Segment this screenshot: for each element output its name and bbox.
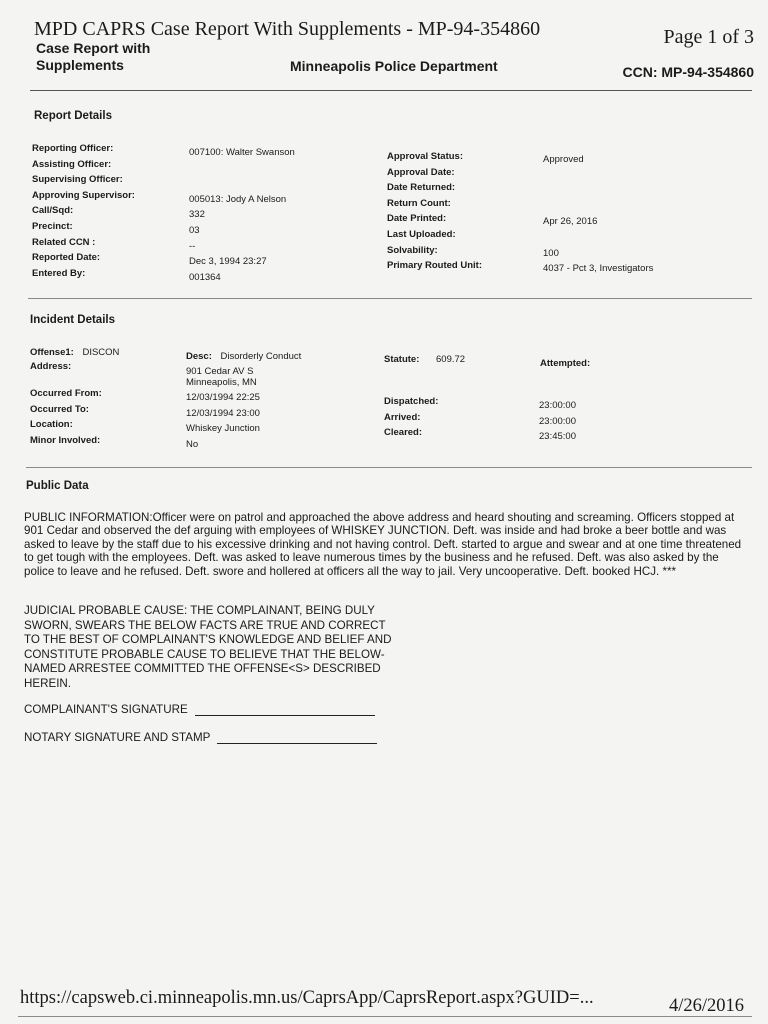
label-statute	[384, 352, 465, 368]
value-call-sqd: 332	[189, 209, 205, 221]
label-cleared: Cleared:	[384, 427, 423, 439]
incident-details-title: Incident Details	[30, 314, 115, 326]
statute-label: Statute:	[384, 354, 420, 365]
value-precinct: 03	[189, 224, 200, 236]
label-date-printed: Date Printed:	[387, 213, 447, 225]
report-left-values	[189, 145, 295, 285]
value-related-ccn: --	[189, 240, 196, 252]
value-primary-routed-unit: 4037 - Pct 3, Investigators	[543, 263, 654, 275]
value-approving-supervisor: 005013: Jody A Nelson	[189, 193, 287, 205]
offense-value: DISCON	[82, 347, 120, 358]
label-precinct: Precinct:	[32, 220, 73, 232]
label-return-count: Return Count:	[387, 197, 451, 209]
value-reporting-officer: 007100: Walter Swanson	[189, 147, 295, 158]
complainant-signature-line	[195, 703, 375, 716]
public-narrative: PUBLIC INFORMATION:Officer were on patrol and approached the above address and heard shouting and screaming. Officers stopped at 901 Cedar and observed the def arguing with employees of WHISKEY JUNCTION. Deft. was inside and had broke a beer bottle and was asked to leave by the staff due to his excessive drinking and not having control. Deft. started to argue and swear and at one time threatened to get tough with the employees. Deft. was asked to leave numerous times by the business and he refused. Deft. was also asked by the police to leave and he refused. Deft. swore and hollered at officers all the way to jail. Very uncooperative. Deft. booked HCJ. ***	[24, 511, 742, 578]
print-header-title: MPD CAPRS Case Report With Supplements - MP-94-354860	[34, 18, 541, 40]
public-data-title: Public Data	[26, 480, 89, 492]
value-approval-status: Approved	[543, 154, 584, 165]
label-primary-routed-unit: Primary Routed Unit:	[387, 260, 483, 272]
value-arrived: 23:00:00	[539, 415, 576, 427]
incident-left-labels	[30, 386, 102, 448]
label-occurred-to: Occurred To:	[30, 403, 89, 415]
report-right-values	[543, 152, 653, 277]
label-call-sqd: Call/Sqd:	[32, 205, 74, 217]
label-reporting-officer: Reporting Officer:	[32, 143, 114, 154]
value-entered-by: 001364	[189, 271, 221, 283]
value-return-count	[543, 199, 653, 215]
value-location: Whiskey Junction	[186, 423, 260, 435]
label-dispatched: Dispatched:	[384, 396, 439, 407]
label-solvability: Solvability:	[387, 244, 438, 256]
ccn-number: CCN: MP-94-354860	[622, 64, 754, 80]
value-date-returned	[543, 183, 653, 199]
report-right-labels	[387, 149, 482, 274]
notary-signature-label: NOTARY SIGNATURE AND STAMP	[24, 731, 211, 744]
value-approval-date	[543, 168, 653, 184]
report-type-title: Case Report with Supplements	[36, 40, 151, 73]
notary-signature-row	[24, 731, 377, 744]
print-footer-url: https://capsweb.ci.minneapolis.mn.us/CaprsApp/CaprsReport.aspx?GUID=...	[20, 988, 594, 1008]
label-approval-date: Approval Date:	[387, 166, 455, 178]
value-cleared: 23:45:00	[539, 431, 576, 443]
desc-label: Desc:	[186, 351, 212, 362]
statute-value: 609.72	[436, 354, 466, 365]
notary-signature-line	[217, 731, 377, 744]
department-name: Minneapolis Police Department	[290, 58, 498, 74]
complainant-signature-label: COMPLAINANT'S SIGNATURE	[24, 703, 188, 716]
label-related-ccn: Related CCN :	[32, 236, 96, 248]
print-page-number: Page 1 of 3	[663, 26, 754, 48]
value-date-printed: Apr 26, 2016	[543, 216, 598, 228]
value-last-uploaded	[543, 230, 653, 246]
label-arrived: Arrived:	[384, 411, 421, 423]
label-assisting-officer: Assisting Officer:	[32, 158, 112, 170]
value-solvability: 100	[543, 247, 559, 259]
label-last-uploaded: Last Uploaded:	[387, 228, 456, 240]
label-supervising-officer: Supervising Officer:	[32, 174, 123, 186]
label-location: Location:	[30, 419, 73, 431]
report-left-labels	[32, 141, 135, 281]
complainant-signature-row	[24, 703, 375, 716]
desc-value: Disorderly Conduct	[220, 351, 302, 362]
value-occurred-from: 12/03/1994 22:25	[186, 392, 260, 403]
incident-right-labels	[384, 394, 438, 441]
report-details-title: Report Details	[34, 110, 112, 122]
incident-details-divider	[26, 467, 752, 468]
value-dispatched: 23:00:00	[539, 400, 576, 411]
value-occurred-to: 12/03/1994 23:00	[186, 407, 260, 419]
label-minor-involved: Minor Involved:	[30, 434, 101, 446]
address-line1: 901 Cedar AV S	[186, 366, 254, 377]
value-minor-involved: No	[186, 438, 199, 450]
label-entered-by: Entered By:	[32, 267, 86, 279]
print-footer-date: 4/26/2016	[668, 996, 744, 1016]
report-details-divider	[28, 298, 752, 299]
label-occurred-from: Occurred From:	[30, 388, 102, 399]
incident-left-values	[186, 390, 260, 452]
label-desc	[186, 349, 301, 365]
judicial-probable-cause: JUDICIAL PROBABLE CAUSE: THE COMPLAINANT, BEING DULY SWORN, SWEARS THE BELOW FACTS ARE TRUE AND CORRECT TO THE BEST OF COMPLAINANT'S KNOWLEDGE AND BELIEF AND CONSTITUTE PROBABLE CAUSE TO BELIEVE THAT THE BELOW-NAMED ARRESTEE COMMITTED THE OFFENSE<S> DESCRIBED HEREIN.	[24, 604, 392, 690]
footer-rule	[18, 1016, 752, 1017]
label-approval-status: Approval Status:	[387, 151, 464, 162]
value-supervising-officer	[189, 176, 295, 192]
value-reported-date: Dec 3, 1994 23:27	[189, 256, 267, 268]
header-divider	[30, 90, 752, 91]
label-date-returned: Date Returned:	[387, 182, 456, 194]
label-reported-date: Reported Date:	[32, 252, 101, 264]
offense-label: Offense1:	[30, 347, 74, 358]
label-approving-supervisor: Approving Supervisor:	[32, 189, 135, 201]
label-address: Address:	[30, 361, 72, 372]
incident-right-values	[539, 398, 576, 445]
address-line2: Minneapolis, MN	[186, 377, 257, 388]
label-attempted: Attempted:	[540, 358, 591, 369]
value-assisting-officer	[189, 161, 295, 177]
